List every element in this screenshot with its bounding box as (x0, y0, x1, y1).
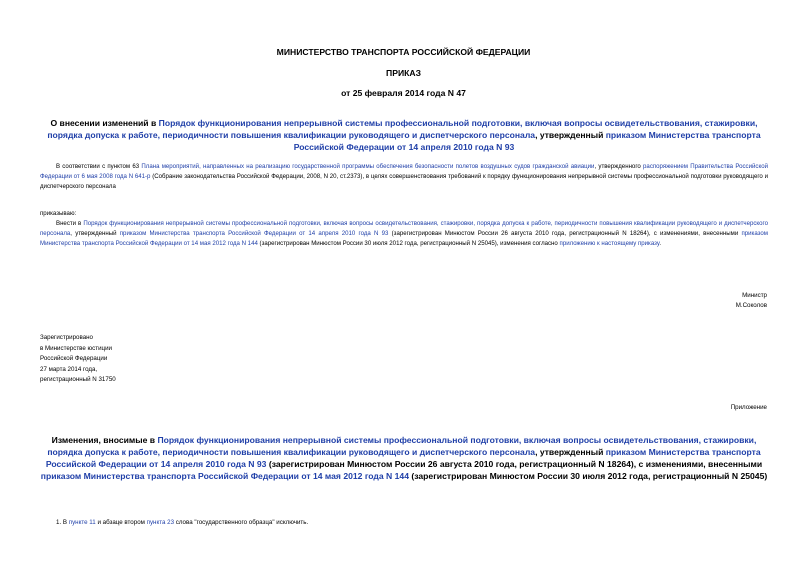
preamble-paragraph (40, 162, 768, 192)
title-text: (зарегистрирован Минюстом России 26 августа 2010 года, регистрационный N 18264), с изменениями, внесенными (266, 459, 763, 469)
paragraph-text: , утвержденного (594, 163, 644, 170)
document-date: от 25 февраля 2014 года N 47 (341, 88, 466, 98)
action-plan-link[interactable]: Плана мероприятий, направленных на реализацию государственной программы обеспечения безопасности полетов воздушных судов гражданской авиации (141, 163, 595, 170)
changes-procedure-link[interactable]: Порядок функционирования непрерывной системы профессиональной подготовки, включая вопросы освидетельствования, стажировки, порядка допуска к работе, периодичности повышения квалификации руководящего и диспетчерского персонала (47, 435, 757, 457)
title-text: , утвержденный (535, 130, 606, 140)
paragraph-text: (зарегистрирован Минюстом России 26 августа 2010 года, регистрационный N 18264), с изменениями, внесенными (388, 230, 742, 237)
signature-position: Министр (742, 292, 767, 299)
item-text: 1. В (56, 519, 69, 526)
point-23-link[interactable]: пункта 23 (146, 519, 175, 526)
title-text: , утвержденный (535, 447, 606, 457)
registration-line: 27 марта 2014 года, (40, 365, 98, 373)
order-144-link[interactable]: приказом Министерства транспорта Российской Федерации от 14 мая 2012 года N 144 (40, 230, 768, 247)
registration-line: Российской Федерации (40, 355, 108, 363)
paragraph-text: (Собрание законодательства Российской Федерации, 2008, N 20, ст.2373), в целях совершенствования требований к порядку функционирования непрерывной системы профессиональной подготовки руководящего и диспетчерского персонала (40, 173, 768, 190)
order-word: приказываю: (40, 210, 77, 217)
document-title (40, 117, 768, 153)
appendix-link[interactable]: приложению к настоящему приказу (559, 240, 660, 247)
order-paragraph (40, 219, 768, 249)
registration-block (40, 333, 116, 386)
registration-line: регистрационный N 31750 (40, 376, 116, 384)
item-text: и абзаце втором (95, 519, 147, 526)
paragraph-text: (зарегистрирован Минюстом России 30 июля 2012 года, регистрационный N 25045), изменения согласно (257, 240, 560, 247)
signature-name: М.Соколов (735, 302, 767, 309)
order-93-link[interactable]: приказом Министерства транспорта Российской Федерации от 14 апреля 2010 года N 93 (119, 230, 389, 237)
registration-line: Зарегистрировано (40, 334, 93, 341)
procedure-link[interactable]: Порядок функционирования непрерывной системы профессиональной подготовки, включая вопросы освидетельствования, стажировки, порядка допуска к работе, периодичности повышения квалификации руководящего и диспетчерского персонала (40, 220, 769, 237)
paragraph-text: . (659, 240, 662, 247)
changes-order-93-link[interactable]: приказом Министерства транспорта Российской Федерации от 14 апреля 2010 года N 93 (45, 447, 761, 469)
title-text: Изменения, вносимые в (51, 435, 158, 445)
changes-order-144-link[interactable]: приказом Министерства транспорта Российской Федерации от 14 мая 2012 года N 144 (40, 471, 409, 481)
paragraph-text: В соответствии с пунктом 63 (56, 163, 142, 170)
signature-block (736, 291, 767, 311)
item-text: слова "государственного образца" исключить. (174, 519, 309, 526)
change-item (56, 519, 308, 526)
registration-line: в Министерстве юстиции (40, 344, 113, 352)
government-decree-link[interactable]: распоряжением Правительства Российской Федерации от 6 мая 2008 года N 641-р (40, 163, 768, 180)
point-11-link[interactable]: пункте 11 (68, 519, 96, 526)
changes-title (40, 434, 768, 482)
document-type-heading: ПРИКАЗ (386, 68, 421, 78)
appendix-label: Приложение (730, 404, 767, 411)
title-order-link[interactable]: приказом Министерства транспорта Российской Федерации от 14 апреля 2010 года N 93 (293, 130, 761, 152)
ministry-heading: МИНИСТЕРСТВО ТРАНСПОРТА РОССИЙСКОЙ ФЕДЕРАЦИИ (276, 47, 531, 57)
paragraph-text: Внести в (56, 220, 84, 227)
title-text: О внесении изменений в (50, 118, 159, 128)
title-text: (зарегистрирован Минюстом России 30 июля 2012 года, регистрационный N 25045) (409, 471, 768, 481)
title-procedure-link[interactable]: Порядок функционирования непрерывной системы профессиональной подготовки, включая вопросы освидетельствования, стажировки, порядка допуска к работе, периодичности повышения квалификации руководящего и диспетчерского персонала (47, 118, 758, 140)
paragraph-text: , утвержденный (70, 230, 120, 237)
